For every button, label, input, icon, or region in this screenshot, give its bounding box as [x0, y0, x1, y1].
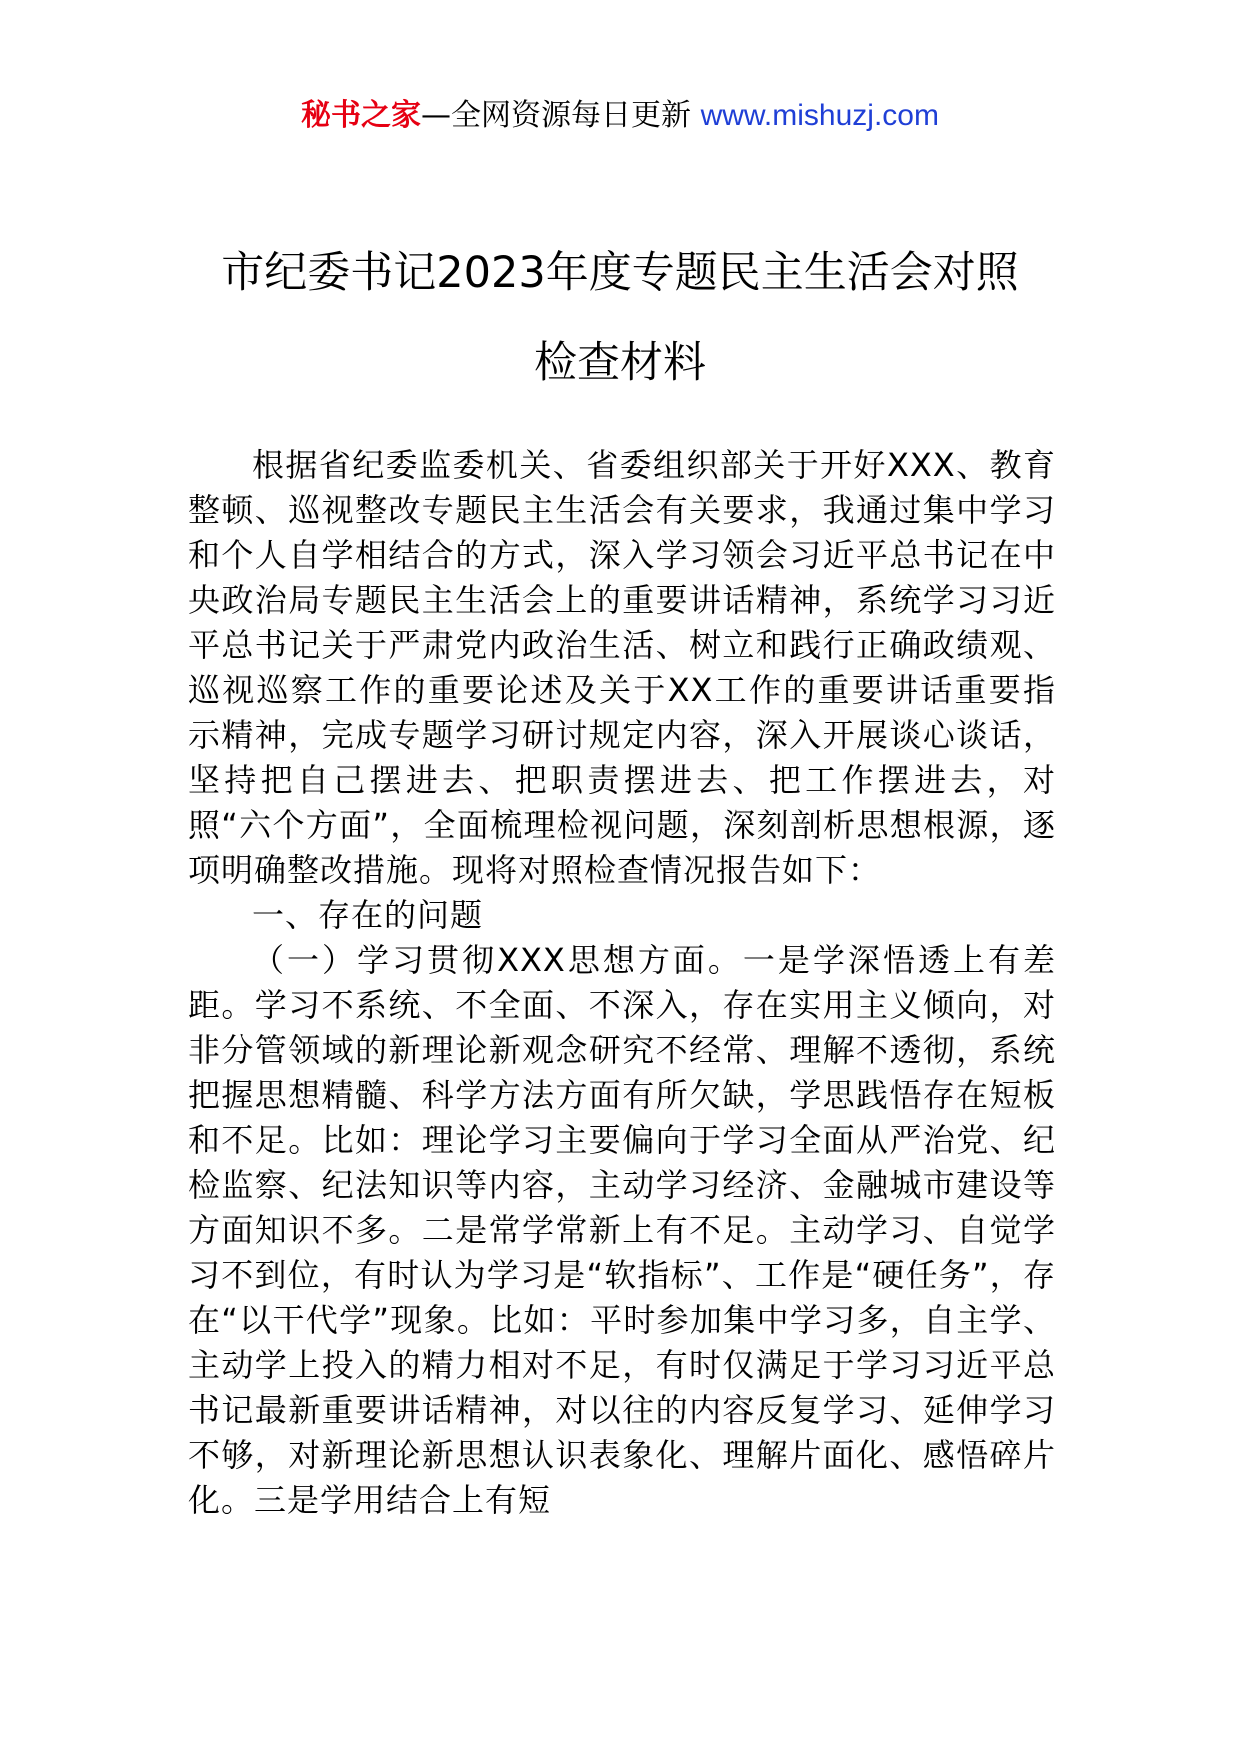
paragraph-intro: 根据省纪委监委机关、省委组织部关于开好XXX、教育整顿、巡视整改专题民主生活会有关要求，我通过集中学习和个人自学相结合的方式，深入学习领会习近平总书记在中央政治局专题民主生活会上的重要讲话精神，系统学习习近平总书记关于严肃党内政治生活、树立和践行正确政绩观、巡视巡察工作的重要论述及关于XX工作的重要讲话重要指示精神，完成专题学习研讨规定内容，深入开展谈心谈话，坚持把自己摆进去、把职责摆进去、把工作摆进去，对照“六个方面”，全面梳理检视问题，深刻剖析思想根源，逐项明确整改措施。现将对照检查情况报告如下： [188, 446, 1056, 889]
document-title-line-1: 市纪委书记2023年度专题民主生活会对照 [221, 248, 1019, 298]
section-heading: 一、存在的问题 [252, 896, 484, 934]
document-title-line-2: 检查材料 [534, 338, 706, 388]
paragraph-study: （一）学习贯彻XXX思想方面。一是学深悟透上有差距。学习不系统、不全面、不深入，存在实用主义倾向，对非分管领域的新理论新观念研究不经常、理解不透彻，系统把握思想精髓、科学方法方面有所欠缺，学思践悟存在短板和不足。比如：理论学习主要偏向于学习全面从严治党、纪检监察、纪法知识等内容，主动学习经济、金融城市建设等方面知识不多。二是常学常新上有不足。主动学习、自觉学习不到位，有时认为学习是“软指标”、工作是“硬任务”，存在“以干代学”现象。比如：平时参加集中学习多，自主学、主动学上投入的精力相对不足，有时仅满足于学习习近平总书记最新重要讲话精神，对以往的内容反复学习、延伸学习不够，对新理论新思想认识表象化、理解片面化、感悟碎片化。三是学用结合上有短 [188, 941, 1056, 1519]
document-title [160, 228, 1080, 408]
site-header [0, 96, 1240, 136]
site-tagline: —全网资源每日更新 [421, 98, 701, 133]
document-body [188, 443, 1056, 1523]
site-url[interactable]: www.mishuzj.com [700, 99, 939, 132]
site-brand: 秘书之家 [301, 98, 422, 133]
